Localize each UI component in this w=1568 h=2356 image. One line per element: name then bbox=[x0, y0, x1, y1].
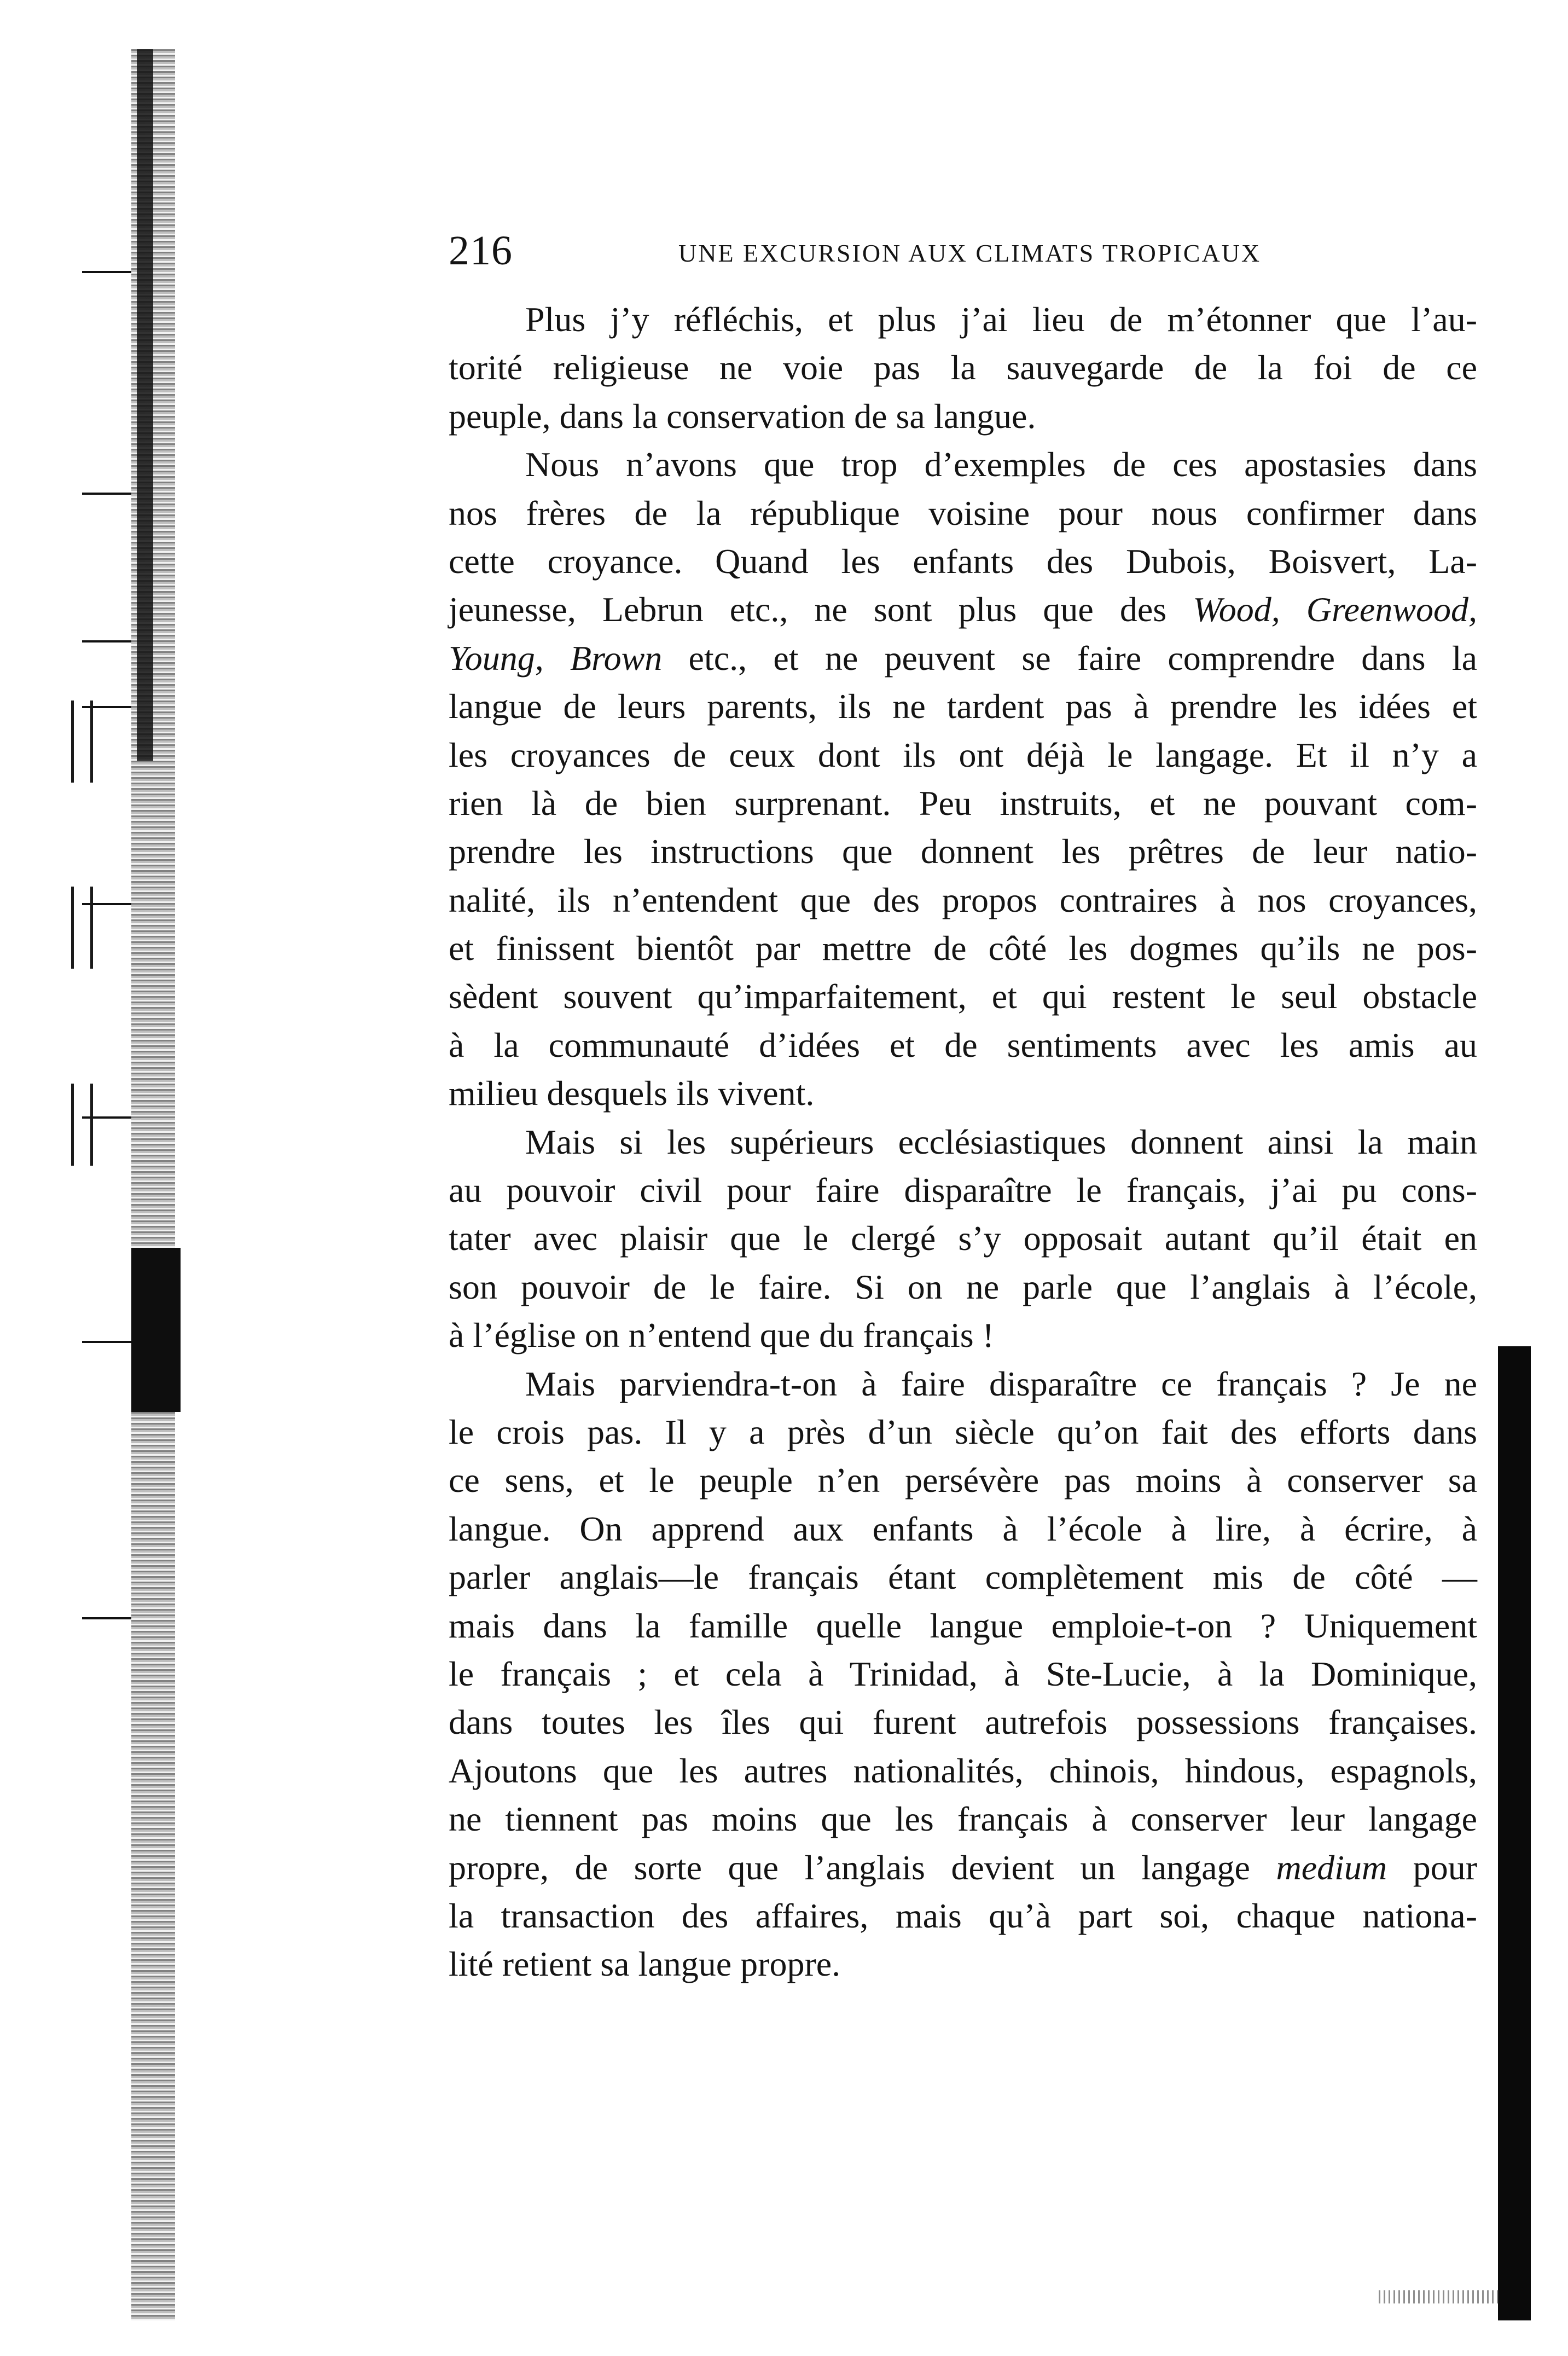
text-line: peuple, dans la conservation de sa langue. bbox=[449, 396, 1036, 436]
text-line: Ajoutons que les autres nationalités, chinois, hindous, espagnols, bbox=[449, 1751, 1477, 1790]
text-line-with-italics bbox=[449, 586, 1477, 634]
text-line: langue de leurs parents, ils ne tardent pas à prendre les idées et bbox=[449, 687, 1477, 726]
scan-rule bbox=[82, 493, 131, 495]
text-run: etc., et ne peuvent se faire comprendre dans la bbox=[662, 638, 1478, 678]
running-head bbox=[449, 229, 1412, 273]
text-line: le crois pas. Il y a près d’un siècle qu’on fait des efforts dans bbox=[449, 1412, 1477, 1451]
italic-run: medium bbox=[1276, 1848, 1387, 1887]
scan-rule bbox=[82, 640, 131, 642]
scan-bar bbox=[90, 701, 93, 783]
scan-rule bbox=[82, 1116, 131, 1119]
text-line: dans toutes les îles qui furent autrefois possessions françaises. bbox=[449, 1703, 1477, 1742]
text-body bbox=[449, 296, 1477, 1989]
text-line: à la communauté d’idées et de sentiments avec les amis au bbox=[449, 1025, 1477, 1064]
scan-bar bbox=[90, 1084, 93, 1166]
scan-bar bbox=[71, 887, 74, 969]
text-line: sèdent souvent qu’imparfaitement, et qui restent le seul obstacle bbox=[449, 977, 1477, 1016]
scan-noise bbox=[1379, 2290, 1499, 2303]
text-line: nos frères de la république voisine pour nous confirmer dans bbox=[449, 493, 1477, 532]
text-line: et finissent bientôt par mettre de côté les dogmes qu’ils ne pos- bbox=[449, 929, 1477, 968]
text-line: Mais parviendra-t-on à faire disparaître ce français ? Je ne bbox=[525, 1364, 1477, 1403]
italic-run: Brown bbox=[570, 638, 663, 678]
text-line: langue. On apprend aux enfants à l’école à lire, à écrire, à bbox=[449, 1509, 1477, 1548]
text-line: lité retient sa langue propre. bbox=[449, 1944, 841, 1984]
text-line: au pouvoir civil pour faire disparaître le français, j’ai pu cons- bbox=[449, 1171, 1477, 1210]
paragraph-3 bbox=[449, 1118, 1477, 1360]
text-line: Plus j’y réfléchis, et plus j’ai lieu de m’étonner que l’au- bbox=[525, 300, 1477, 339]
running-title: UNE EXCURSION AUX CLIMATS TROPICAUX bbox=[678, 239, 1262, 267]
text-line-with-italics bbox=[449, 634, 1477, 682]
text-run: propre, de sorte que l’anglais devient un langage bbox=[449, 1848, 1276, 1887]
text-line: nalité, ils n’entendent que des propos contraires à nos croyances, bbox=[449, 880, 1477, 919]
scan-rule bbox=[82, 903, 131, 905]
text-line: ce sens, et le peuple n’en persévère pas moins à conserver sa bbox=[449, 1461, 1477, 1500]
text-run bbox=[544, 639, 570, 678]
text-run bbox=[1280, 590, 1306, 629]
scan-rule bbox=[82, 271, 131, 273]
text-line: prendre les instructions que donnent les prêtres de leur natio- bbox=[449, 832, 1477, 871]
text-line-with-italics bbox=[449, 1844, 1477, 1892]
text-line: rien là de bien surprenant. Peu instruits, et ne pouvant com- bbox=[449, 783, 1477, 823]
text-line: mais dans la famille quelle langue emploie-t-on ? Uniquement bbox=[449, 1606, 1477, 1645]
text-line: la transaction des affaires, mais qu’à part soi, chaque nationa- bbox=[449, 1896, 1477, 1935]
scan-rule bbox=[82, 1617, 131, 1619]
paragraph-4 bbox=[449, 1360, 1477, 1989]
scan-edge-shadow bbox=[137, 49, 153, 761]
paragraph-2 bbox=[449, 441, 1477, 1118]
scan-rule bbox=[82, 706, 131, 708]
paragraph-1 bbox=[449, 296, 1477, 441]
text-line: milieu desquels ils vivent. bbox=[449, 1074, 815, 1113]
text-run: jeunesse, Lebrun etc., ne sont plus que des bbox=[449, 590, 1193, 629]
scan-bar bbox=[71, 1084, 74, 1166]
italic-run: Greenwood, bbox=[1306, 590, 1478, 629]
scan-edge-right bbox=[1498, 1346, 1531, 2320]
scan-edge-block bbox=[131, 1248, 181, 1412]
text-line: les croyances de ceux dont ils ont déjà le langage. Et il n’y a bbox=[449, 735, 1477, 774]
page-number: 216 bbox=[449, 228, 513, 274]
text-run: pour bbox=[1387, 1848, 1477, 1887]
scan-bar bbox=[90, 887, 93, 969]
italic-run: Young, bbox=[449, 638, 544, 678]
text-line: Mais si les supérieurs ecclésiastiques donnent ainsi la main bbox=[525, 1122, 1477, 1161]
text-line: le français ; et cela à Trinidad, à Ste-Lucie, à la Dominique, bbox=[449, 1654, 1477, 1693]
italic-run: Wood, bbox=[1193, 590, 1280, 629]
text-line: tater avec plaisir que le clergé s’y opposait autant qu’il était en bbox=[449, 1219, 1477, 1258]
text-line: à l’église on n’entend que du français ! bbox=[449, 1316, 994, 1355]
text-line: ne tiennent pas moins que les français à conserver leur langage bbox=[449, 1799, 1477, 1839]
text-line: cette croyance. Quand les enfants des Dubois, Boisvert, La- bbox=[449, 541, 1477, 581]
scan-rule bbox=[82, 1341, 131, 1343]
scan-bar bbox=[71, 701, 74, 783]
text-line: torité religieuse ne voie pas la sauvegarde de la foi de ce bbox=[449, 348, 1477, 387]
text-line: parler anglais—le français étant complètement mis de côté — bbox=[449, 1558, 1477, 1597]
text-line: Nous n’avons que trop d’exemples de ces apostasies dans bbox=[525, 445, 1477, 484]
text-line: son pouvoir de le faire. Si on ne parle que l’anglais à l’école, bbox=[449, 1267, 1477, 1306]
